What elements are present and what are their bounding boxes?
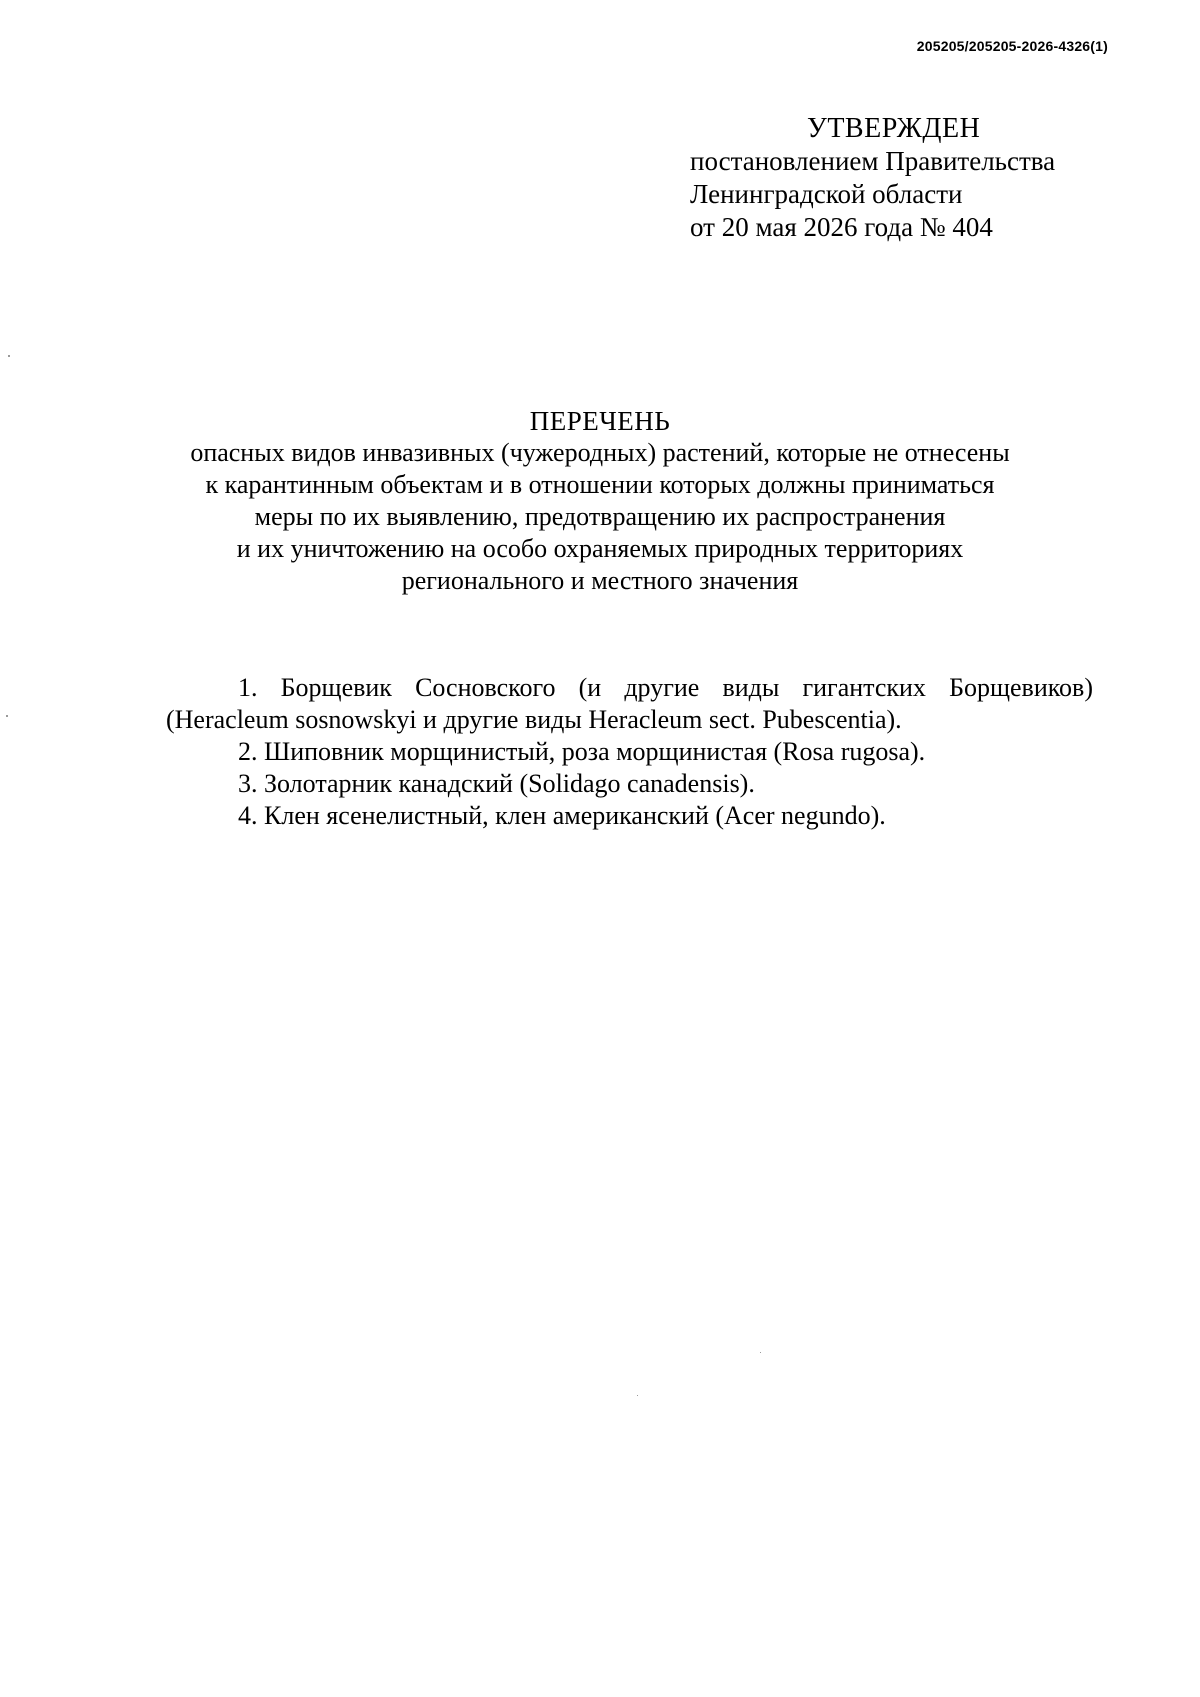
approved-heading: УТВЕРЖДЕН <box>807 113 981 144</box>
approval-line-2: Ленинградской области <box>690 179 963 209</box>
subtitle-line-2: к карантинным объектам и в отношении которых должны приниматься <box>205 470 995 499</box>
document-title: ПЕРЕЧЕНЬ <box>529 406 671 436</box>
scan-speck <box>8 355 10 357</box>
subtitle-line-5: регионального и местного значения <box>401 566 799 595</box>
list-item: 4. Клен ясенелистный, клен американский (Acer negundo). <box>238 801 886 830</box>
species-list <box>166 672 1093 832</box>
subtitle-line-3: меры по их выявлению, предотвращению их распространения <box>254 502 946 531</box>
scan-speck <box>6 715 8 717</box>
document-id: 205205/205205-2026-4326(1) <box>916 38 1108 54</box>
subtitle-line-4: и их уничтожению на особо охраняемых природных территориях <box>236 534 964 563</box>
title-block <box>120 405 1080 597</box>
subtitle-line-1: опасных видов инвазивных (чужеродных) растений, которые не отнесены <box>190 438 1010 467</box>
approval-line-3: от 20 мая 2026 года № 404 <box>690 212 993 242</box>
approval-stamp <box>690 112 1055 244</box>
list-item: 3. Золотарник канадский (Solidago canadensis). <box>238 769 755 798</box>
scan-speck <box>760 1352 761 1353</box>
approval-line-1: постановлением Правительства <box>690 146 1056 176</box>
list-item: 1. Борщевик Сосновского (и другие виды гигантских Борщевиков) (Heracleum sosnowskyi и другие виды Heracleum sect. Pubescentia). <box>166 673 1093 734</box>
scan-speck <box>637 1395 638 1396</box>
list-item: 2. Шиповник морщинистый, роза морщинистая (Rosa rugosa). <box>238 737 926 766</box>
